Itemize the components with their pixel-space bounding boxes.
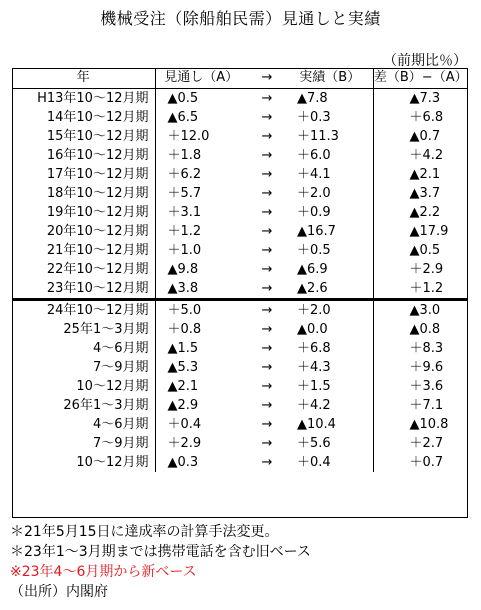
- forecast-cell: ＋6.2: [167, 166, 202, 182]
- arrow-cell: →: [261, 416, 273, 432]
- difference-cell: ＋3.6: [373, 377, 468, 396]
- difference-cell: ▲7.3: [373, 89, 468, 109]
- period-cell: 15年10〜12月期: [12, 127, 155, 146]
- table-row: [12, 396, 468, 415]
- forecast-cell: ＋3.1: [167, 204, 202, 220]
- forecast-cell: ▲6.5: [167, 109, 199, 125]
- period-cell: 4〜6月期: [12, 415, 155, 434]
- unit-label: （前期比％）: [383, 53, 467, 69]
- header-difference: 差（B）−（A）: [373, 68, 468, 89]
- table-row: [12, 89, 468, 109]
- table-header-row: [12, 68, 468, 89]
- table-row: [12, 203, 468, 222]
- arrow-cell: →: [261, 454, 273, 470]
- table-row: [12, 339, 468, 358]
- actual-cell: ▲7.8: [297, 90, 328, 106]
- difference-cell: ＋2.9: [373, 260, 468, 279]
- difference-cell: ＋9.6: [373, 358, 468, 377]
- table-row: [12, 358, 468, 377]
- period-cell: 22年10〜12月期: [12, 260, 155, 279]
- actual-cell: ▲2.6: [297, 280, 328, 296]
- period-cell: 4〜6月期: [12, 339, 155, 358]
- header-arrow: →: [247, 68, 287, 89]
- arrow-cell: →: [261, 223, 273, 239]
- actual-cell: ＋4.3: [297, 359, 331, 375]
- forecast-cell: ▲5.3: [167, 359, 199, 375]
- period-cell: 19年10〜12月期: [12, 203, 155, 222]
- difference-cell: ▲3.0: [373, 300, 468, 321]
- period-cell: 16年10〜12月期: [12, 146, 155, 165]
- actual-cell: ＋1.5: [297, 378, 331, 394]
- forecast-cell: ＋0.4: [167, 416, 202, 432]
- forecast-cell: ▲1.5: [167, 340, 199, 356]
- actual-cell: ＋4.2: [297, 397, 331, 413]
- period-cell: 18年10〜12月期: [12, 184, 155, 203]
- forecast-cell: ▲0.3: [167, 454, 199, 470]
- arrow-cell: →: [261, 242, 273, 258]
- arrow-cell: →: [261, 340, 273, 356]
- difference-cell: ▲2.1: [373, 165, 468, 184]
- arrow-cell: →: [261, 359, 273, 375]
- forecast-cell: ▲2.1: [167, 378, 199, 394]
- arrow-cell: →: [261, 204, 273, 220]
- difference-cell: ▲0.5: [373, 241, 468, 260]
- difference-cell: ▲3.7: [373, 184, 468, 203]
- actual-cell: ＋2.0: [287, 300, 373, 321]
- actual-cell: ＋0.4: [297, 454, 331, 470]
- actual-cell: ＋6.8: [297, 340, 331, 356]
- difference-cell: ＋7.1: [373, 396, 468, 415]
- forecast-cell: ▲3.8: [167, 280, 199, 296]
- arrow-cell: →: [261, 185, 273, 201]
- arrow-cell: →: [261, 90, 273, 106]
- page-title: 機械受注（除船舶民需）見通しと実績: [100, 9, 381, 28]
- arrow-cell: →: [261, 321, 273, 337]
- arrow-cell: →: [261, 128, 273, 144]
- period-cell: 17年10〜12月期: [12, 165, 155, 184]
- difference-cell: ▲2.2: [373, 203, 468, 222]
- table-row: [12, 127, 468, 146]
- arrow-cell: →: [261, 109, 273, 125]
- forecast-cell: ＋1.8: [167, 147, 202, 163]
- period-cell: 20年10〜12月期: [12, 222, 155, 241]
- arrow-cell: →: [261, 166, 273, 182]
- footnotes: [10, 522, 311, 602]
- footnote-line: ＊21年5月15日に達成率の計算手法変更。: [10, 524, 279, 540]
- actual-cell: ＋5.6: [297, 435, 331, 451]
- footnote-line: ※23年4〜6月期から新ベース: [10, 564, 197, 580]
- forecast-cell: ＋1.0: [167, 242, 202, 258]
- forecast-cell: ＋5.7: [167, 185, 202, 201]
- actual-cell: ＋2.0: [297, 185, 331, 201]
- header-forecast: 見通し（A）: [155, 68, 247, 89]
- arrow-cell: →: [261, 261, 273, 277]
- actual-cell: ▲0.0: [297, 321, 328, 337]
- difference-cell: ＋1.2: [373, 279, 468, 300]
- table-row: [12, 146, 468, 165]
- table-row: [12, 453, 468, 472]
- arrow-cell: →: [261, 147, 273, 163]
- period-cell: 25年1〜3月期: [12, 320, 155, 339]
- difference-cell: ＋8.3: [373, 339, 468, 358]
- actual-cell: ＋0.5: [297, 242, 331, 258]
- table-row: [12, 241, 468, 260]
- table-row: [12, 260, 468, 279]
- difference-cell: ▲0.8: [373, 320, 468, 339]
- table-row: [12, 434, 468, 453]
- forecast-cell: ＋1.2: [167, 223, 202, 239]
- header-year: 年: [12, 68, 155, 89]
- period-cell: 24年10〜12月期: [12, 300, 155, 321]
- period-cell: 7〜9月期: [12, 434, 155, 453]
- forecast-cell: ▲2.9: [167, 397, 199, 413]
- table-row: [12, 415, 468, 434]
- arrow-cell: →: [261, 435, 273, 451]
- forecast-cell: ＋5.0: [155, 300, 247, 321]
- actual-cell: ＋0.3: [297, 109, 331, 125]
- footnote-line: （出所）内閣府: [10, 584, 108, 600]
- period-cell: 10〜12月期: [12, 377, 155, 396]
- forecast-cell: ＋0.8: [167, 321, 202, 337]
- actual-cell: ＋0.9: [297, 204, 331, 220]
- difference-cell: ＋0.7: [373, 453, 468, 472]
- arrow-cell: →: [247, 300, 287, 321]
- forecast-cell: ▲0.5: [167, 90, 199, 106]
- table-row: [12, 377, 468, 396]
- footnote-line: ＊23年1〜3月期までは携帯電話を含む旧ベース: [10, 544, 311, 560]
- table-row: [12, 300, 468, 321]
- table-row: [12, 184, 468, 203]
- arrow-cell: →: [261, 280, 273, 296]
- forecast-table: [12, 68, 468, 472]
- period-cell: 23年10〜12月期: [12, 279, 155, 300]
- period-cell: 7〜9月期: [12, 358, 155, 377]
- difference-cell: ＋4.2: [373, 146, 468, 165]
- period-cell: 21年10〜12月期: [12, 241, 155, 260]
- arrow-cell: →: [261, 397, 273, 413]
- difference-cell: ▲10.8: [373, 415, 468, 434]
- forecast-cell: ＋12.0: [167, 128, 210, 144]
- header-actual: 実績（B）: [287, 68, 373, 89]
- actual-cell: ＋4.1: [297, 166, 331, 182]
- actual-cell: ▲10.4: [297, 416, 336, 432]
- difference-cell: ▲0.7: [373, 127, 468, 146]
- table-row: [12, 165, 468, 184]
- table-row: [12, 320, 468, 339]
- forecast-cell: ＋2.9: [167, 435, 202, 451]
- difference-cell: ▲17.9: [373, 222, 468, 241]
- actual-cell: ▲16.7: [297, 223, 336, 239]
- actual-cell: ▲6.9: [297, 261, 328, 277]
- table-row: [12, 108, 468, 127]
- arrow-cell: →: [261, 378, 273, 394]
- difference-cell: ＋6.8: [373, 108, 468, 127]
- period-cell: H13年10〜12月期: [12, 89, 155, 109]
- difference-cell: ＋2.7: [373, 434, 468, 453]
- period-cell: 14年10〜12月期: [12, 108, 155, 127]
- actual-cell: ＋11.3: [297, 128, 339, 144]
- period-cell: 10〜12月期: [12, 453, 155, 472]
- table-row: [12, 222, 468, 241]
- forecast-cell: ▲9.8: [167, 261, 199, 277]
- table-row: [12, 279, 468, 300]
- period-cell: 26年1〜3月期: [12, 396, 155, 415]
- actual-cell: ＋6.0: [297, 147, 331, 163]
